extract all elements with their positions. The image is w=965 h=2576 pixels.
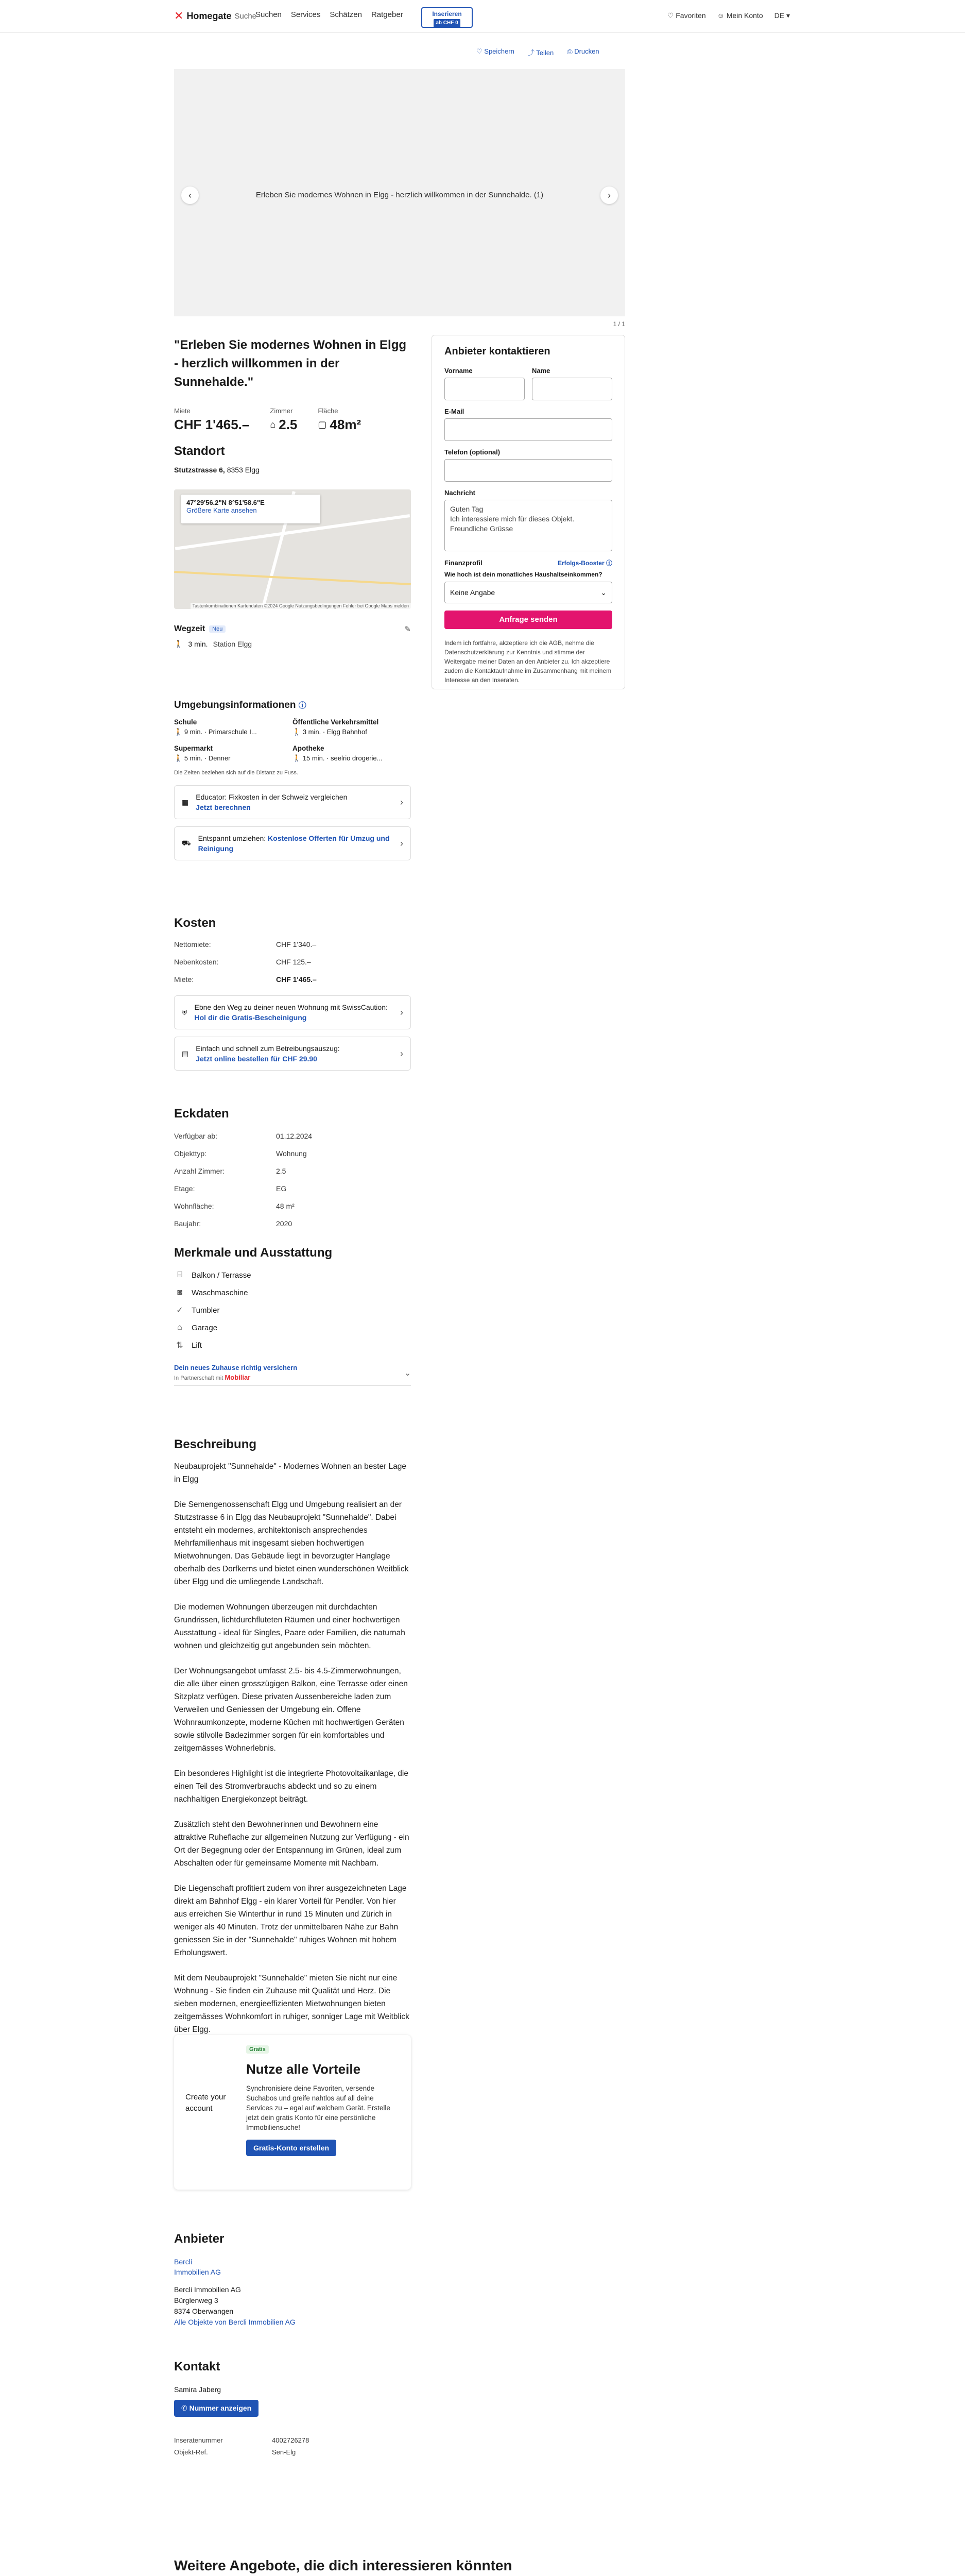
more-offers-heading: Weitere Angebote, die dich interessieren könnten <box>174 2557 512 2573</box>
surroundings-heading: Umgebungsinformationen ⓘ <box>174 700 306 710</box>
description-paragraph: Die Semengenossenschaft Elgg und Umgebung realisiert an der Stutzstrasse 6 in Elgg das Neubauprojekt "Sunnehalde". Dabei entsteht ein modernes, architektonisch ansprechendes Mehrfamilienhaus mit insgesamt sieben hochwertigen Mietwohnungen. Das Gebäude liegt in bevorzugter Hanglage oberhalb des Dorfkerns und bietet einen wunderschönen Weitblick über Elgg und die umliegende Landschaft. <box>174 1500 409 1586</box>
provider-all-objects-link[interactable]: Alle Objekte von Bercli Immobilien AG <box>174 2318 296 2326</box>
first-name-input[interactable] <box>444 378 525 400</box>
map-footer: Tastenkombinationen Kartendaten ©2024 Google Nutzungsbedingungen Fehler bei Google Maps melden <box>191 603 411 609</box>
surrounding-item: Schule 🚶 9 min. · Primarschule I... <box>174 718 257 736</box>
show-number-button[interactable]: ✆ Nummer anzeigen <box>174 2400 259 2417</box>
surroundings-grid <box>174 718 411 762</box>
keydata-row: Objekttyp: Wohnung <box>174 1149 307 1158</box>
features-heading: Merkmale und Ausstattung <box>174 1246 333 1260</box>
language-switch[interactable]: DE ▾ <box>774 11 790 20</box>
account-link[interactable]: ☺ Mein Konto <box>717 11 763 20</box>
fact-area: Fläche ▢ 48m² <box>318 407 361 432</box>
description-section <box>174 1437 411 2048</box>
keydata-heading: Eckdaten <box>174 1107 229 1121</box>
gallery-counter: 1 / 1 <box>613 320 625 328</box>
calculator-icon: ▦ <box>182 798 189 806</box>
info-icon[interactable]: ⓘ <box>606 560 612 567</box>
info-icon[interactable]: ⓘ <box>298 701 306 710</box>
listing-title: "Erleben Sie modernes Wohnen in Elgg - herzlich willkommen in der Sunnehalde." <box>174 338 407 389</box>
finance-booster-link[interactable]: Erfolgs-Booster <box>557 560 605 567</box>
send-request-button[interactable]: Anfrage senden <box>444 611 612 629</box>
account-promo-card: Create your account Gratis Nutze alle Vorteile Synchronisiere deine Favoriten, versende Suchabos und greife nahtlos auf all deine Services zu – egal auf welchem Gerät. Erstelle jetzt dein gratis Konto für eine persönliche Immobiliensuche! Gratis-Konto erstellen <box>174 2035 411 2190</box>
contact-section <box>174 2360 411 2458</box>
description-paragraph: Ein besonderes Highlight ist die integrierte Photovoltaikanlage, die einen Teil des Stromverbrauchs abdeckt und so zu einem nachhaltigen Energiekonzept beiträgt. <box>174 1769 408 1804</box>
surroundings-note: Die Zeiten beziehen sich auf die Distanz zu Fuss. <box>174 770 298 776</box>
contact-person: Samira Jaberg <box>174 2385 221 2394</box>
location-heading: Standort <box>174 444 225 458</box>
walking-icon: 🚶 <box>292 754 301 762</box>
promo-swisscaution[interactable]: ⛨ Ebne den Weg zu deiner neuen Wohnung mit SwissCaution: Hol dir die Gratis-Bescheinigung › <box>174 995 411 1029</box>
promo-betreibung[interactable]: ▤ Einfach und schnell zum Betreibungsauszug: Jetzt online bestellen für CHF 29.90 › <box>174 1037 411 1071</box>
free-badge: Gratis <box>246 2045 269 2054</box>
provider-address: Bercli Immobilien AG Bürglenweg 3 8374 Oberwangen Alle Objekte von Bercli Immobilien AG <box>174 2285 296 2326</box>
keydata-row: Baujahr: 2020 <box>174 1219 292 1228</box>
map-larger-link[interactable]: Größere Karte ansehen <box>186 506 257 514</box>
costs-section <box>174 916 411 1071</box>
top-header <box>0 0 965 33</box>
keydata-row: Verfügbar ab: 01.12.2024 <box>174 1132 313 1140</box>
cost-row: Miete: CHF 1'465.– <box>174 975 317 984</box>
contact-heading: Kontakt <box>174 2360 220 2374</box>
promo-fixkosten[interactable]: ▦ Educator: Fixkosten in der Schweiz vergleichen Jetzt berechnen › <box>174 785 411 819</box>
costs-table <box>174 936 411 988</box>
route-entry: 🚶 3 min. Station Elgg <box>174 640 252 648</box>
print-button[interactable]: ⎙ Drucken <box>567 47 599 55</box>
contact-form: Anbieter kontaktieren Vorname Name E-Mail Telefon (optional) Nachricht Guten Tag Ich interessiere mich für dieses Objekt. Freundliche Grüsse Finanzprofil Erfolgs-Booster ⓘ Wie hoch ist dein monatliches Haushaltseinkommen? Keine Angabe ⌄ Anfrage senden Indem ich fortfahre, akzeptiere ich die AGB, nehme die Datenschutzerklärung zur Kenntnis und stimme der Weitergabe meiner Daten an den Anbieter zu. Ich akzeptiere zudem die Kontaktaufnahme im Zusammenhang mit meinem Interesse an den Inseraten. <box>432 335 625 689</box>
nav-suchen[interactable]: Suchen <box>255 10 282 19</box>
feature-item: ⇅ Lift <box>174 1336 411 1354</box>
walking-icon: 🚶 <box>174 728 183 736</box>
save-button[interactable]: ♡ Speichern <box>476 47 514 55</box>
provider-logo-link[interactable]: Bercli <box>174 2258 193 2266</box>
insurance-promo[interactable]: Dein neues Zuhause richtig versichern In Partnerschaft mit Mobiliar ⌄ <box>174 1363 411 1386</box>
gallery-prev-button[interactable]: ‹ <box>181 187 199 204</box>
tumbler-icon: ✓ <box>176 1306 183 1315</box>
cost-row: Nettomiete: CHF 1'340.– <box>174 940 317 948</box>
new-badge: Neu <box>209 625 226 633</box>
keydata-row: Anzahl Zimmer: 2.5 <box>174 1167 286 1175</box>
surroundings-section <box>174 700 411 860</box>
costs-heading: Kosten <box>174 916 216 930</box>
location-map[interactable] <box>174 489 411 609</box>
shield-icon: ⛨ <box>182 1008 187 1016</box>
keydata-table <box>174 1127 411 1232</box>
nav-ratgeber[interactable]: Ratgeber <box>371 10 403 19</box>
surrounding-item: Supermarkt 🚶 5 min. · Denner <box>174 744 231 762</box>
create-account-button[interactable]: Gratis-Konto erstellen <box>246 2140 336 2156</box>
header-right <box>667 11 790 20</box>
description-paragraph: Der Wohnungsangebot umfasst 2.5- bis 4.5-Zimmerwohnungen, die alle über einen grosszügigen Balkon, eine Terrasse oder einen Sitzplatz verfügen. Diese privaten Aussenbereiche laden zum Verweilen und Geniessen der Umgebung ein. Offene Wohnraumkonzepte, moderne Küchen mit hochwertigen Geräten sowie stilvolle Badezimmer sorgen für ein komfortables und zeitgemässes Wohnerlebnis. <box>174 1667 408 1753</box>
message-textarea[interactable]: Guten Tag Ich interessiere mich für dieses Objekt. Freundliche Grüsse <box>444 500 612 551</box>
map-road <box>174 571 411 585</box>
share-icon: ⤴ <box>527 49 537 57</box>
garage-icon: ⌂ <box>177 1323 182 1332</box>
share-button[interactable]: ⤴ Teilen <box>527 49 554 57</box>
chevron-right-icon: › <box>400 1048 403 1059</box>
phone-input[interactable] <box>444 459 612 482</box>
insert-button[interactable]: Inserieren ab CHF 0 <box>421 7 473 28</box>
provider-section <box>174 2232 411 2328</box>
description-paragraph: Zusätzlich steht den Bewohnerinnen und Bewohnern eine attraktive Ruheflache zur allgemeinen Nutzung zur Verfügung - ein Ort der Begegnung oder der Entspannung im Grünen, ideal zum Abschalten oder für gemeinsame Momente mit Nachbarn. <box>174 1820 409 1868</box>
features-list <box>174 1266 411 1354</box>
chevron-down-icon: ⌄ <box>404 1369 411 1378</box>
surrounding-item: Öffentliche Verkehrsmittel 🚶 3 min. · Elgg Bahnhof <box>292 718 379 736</box>
feature-item: ✓ Tumbler <box>174 1301 411 1319</box>
listing-header <box>174 336 411 433</box>
walking-icon: 🚶 <box>174 640 183 648</box>
account-promo-left: Create your account <box>185 2093 226 2113</box>
description-paragraph: Die Liegenschaft profitiert zudem von ihrer ausgezeichneten Lage direkt am Bahnhof Elgg - ein klarer Vorteil für Pendler. Von hier aus erreichen Sie Winterthur in rund 15 Minuten und Zürich in weniger als 40 Minuten. Trotz der unmittelbaren Nähe zur Bahn geniessen Sie in der "Sunnehalde" ruhiges Wohnen mit hohem Erholungswert. <box>174 1884 407 1957</box>
favorites-link[interactable]: ♡ Favoriten <box>667 11 706 20</box>
key-facts <box>174 407 411 433</box>
washing-machine-icon: ◙ <box>177 1288 182 1297</box>
logo-mark-icon: ✕ <box>174 9 184 22</box>
chevron-right-icon: › <box>400 796 403 807</box>
keydata-row: Wohnfläche: 48 m² <box>174 1202 295 1210</box>
description-heading: Beschreibung <box>174 1437 257 1451</box>
chevron-right-icon: › <box>400 838 403 849</box>
keydata-row: Etage: EG <box>174 1184 287 1193</box>
description-paragraph: Mit dem Neubauprojekt "Sunnehalde" mieten Sie nicht nur eine Wohnung - Sie finden ein Zuhause mit Qualität und Herz. Die sieben modernen, energieeffizienten Mietwohnungen bieten zeitgemässes Wohnkomfort in ruhiger, sonniger Lage mit Weitblick über Elgg. <box>174 1974 409 2034</box>
map-info-popup: 47°29'56.2"N 8°51'58.6"E Größere Karte ansehen <box>181 495 320 523</box>
location-section <box>174 444 411 474</box>
nav-services[interactable]: Services <box>290 10 321 19</box>
phone-icon: ✆ <box>181 2404 189 2412</box>
keydata-section <box>174 1107 411 1232</box>
last-name-input[interactable] <box>532 378 612 400</box>
legal-text: Indem ich fortfahre, akzeptiere ich die AGB, nehme die Datenschutzerklärung zur Kenntnis und stimme der Weitergabe meiner Daten an den Anbieter zu. Ich akzeptiere zudem die Kontaktaufnahme im Zusammenhang mit meinem Interesse an den Inseraten. <box>444 639 612 684</box>
gallery-next-button[interactable]: › <box>600 187 618 204</box>
address: Stutzstrasse 6, 8353 Elgg <box>174 466 260 474</box>
lift-icon: ⇅ <box>176 1341 183 1350</box>
surrounding-item: Apotheke 🚶 15 min. · seelrio drogerie... <box>292 744 383 762</box>
rooms-icon: ⌂ <box>270 419 276 430</box>
chevron-down-icon: ⌄ <box>600 588 607 597</box>
feature-item: ⌂ Garage <box>174 1319 411 1336</box>
promo-umzug[interactable]: ⛟ Entspannt umziehen: Kostenlose Offerten für Umzug und Reinigung › <box>174 826 411 860</box>
nav-schaetzen[interactable]: Schätzen <box>330 10 362 19</box>
heart-icon: ♡ <box>667 11 676 20</box>
route-section: Wegzeit Neu ✎ 🚶 3 min. Station Elgg <box>174 624 411 648</box>
area-icon: ▢ <box>318 419 327 430</box>
provider-logo-link[interactable]: Immobilien AG <box>174 2268 221 2276</box>
chevron-right-icon: › <box>400 1007 403 1018</box>
user-icon: ☺ <box>717 11 727 20</box>
cost-row: Nebenkosten: CHF 125.– <box>174 958 311 966</box>
feature-item: ◙ Waschmaschine <box>174 1284 411 1301</box>
listing-actions <box>476 47 599 57</box>
description-paragraph: Die modernen Wohnungen überzeugen mit durchdachten Grundrissen, lichtdurchfluteten Räumen und einer hochwertigen Ausstattung - ideal für Singles, Paare oder Familien, die naturnah wohnen und gleichzeitig gut angebunden sein möchten. <box>174 1603 405 1650</box>
main-nav <box>255 10 403 19</box>
contact-form-heading: Anbieter kontaktieren <box>444 346 550 357</box>
balcony-icon: ⌸ <box>177 1270 182 1279</box>
homegate-logo[interactable]: ✕ Homegate Suche <box>174 9 257 22</box>
document-icon: ▤ <box>182 1049 189 1058</box>
truck-icon: ⛟ <box>182 838 191 847</box>
feature-item: ⌸ Balkon / Terrasse <box>174 1266 411 1284</box>
provider-heading: Anbieter <box>174 2232 225 2246</box>
printer-icon: ⎙ <box>567 47 575 55</box>
listing-refs <box>174 2434 411 2458</box>
description-paragraph: Neubauprojekt "Sunnehalde" - Modernes Wohnen an bester Lage in Elgg <box>174 1462 407 1484</box>
walking-icon: 🚶 <box>174 754 183 762</box>
edit-route-icon[interactable]: ✎ <box>404 625 411 634</box>
ref-row: Inseratenummer 4002726278 <box>174 2436 309 2444</box>
walking-icon: 🚶 <box>292 728 301 736</box>
ref-row: Objekt-Ref. Sen-Elg <box>174 2448 296 2456</box>
image-gallery[interactable] <box>174 69 625 328</box>
heart-icon: ♡ <box>476 47 485 55</box>
email-input[interactable] <box>444 418 612 441</box>
features-section <box>174 1246 411 1386</box>
income-select[interactable]: Keine Angabe ⌄ <box>444 582 612 603</box>
fact-rent: Miete CHF 1'465.– <box>174 407 250 432</box>
fact-rooms: Zimmer ⌂ 2.5 <box>270 407 298 432</box>
mobiliar-logo: Mobiliar <box>225 1374 251 1381</box>
gallery-caption: Erleben Sie modernes Wohnen in Elgg - herzlich willkommen in der Sunnehalde. (1) <box>255 191 544 199</box>
